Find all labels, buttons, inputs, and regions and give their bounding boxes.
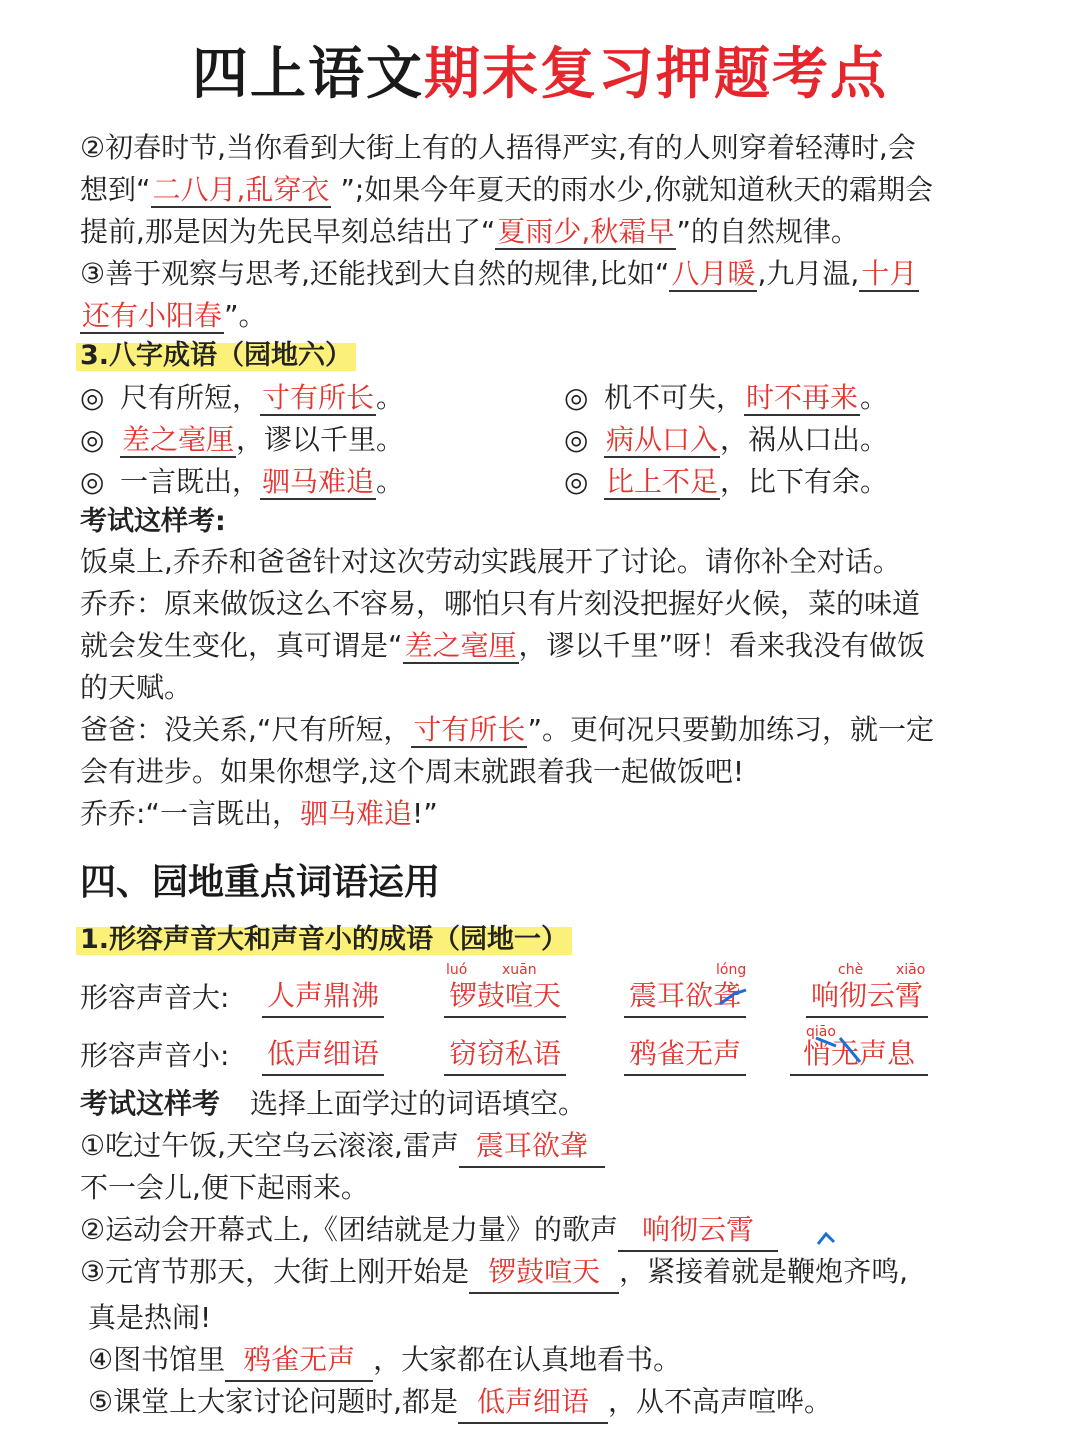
exam-label: 考试这样考: (80, 506, 226, 537)
soft-word: 悄无声息 (790, 1034, 928, 1076)
dialog-line: 乔乔:“一言既出，驷马难追!” (80, 797, 438, 830)
soft-word: 低声细语 (262, 1034, 384, 1076)
loud-label: 形容声音大: (80, 981, 230, 1014)
subheading-eight-char-idioms: 3.八字成语（园地六） (76, 336, 356, 376)
answer-blank: 低声细语 (458, 1382, 608, 1424)
loud-word: 人声鼎沸 (262, 976, 384, 1018)
dialog-line: 乔乔：原来做饭这么不容易，哪怕只有片刻没把握好火候，菜的味道 (80, 587, 921, 620)
blue-correction-mark-icon (716, 982, 752, 1012)
p3-line2: 还有小阳春”。 (82, 299, 267, 332)
idiom-item: ◎ 病从口入，祸从口出。 (564, 420, 888, 460)
answer: 十月 (861, 257, 918, 290)
question-3-cont: 真是热闹! (88, 1301, 212, 1334)
dialog-line: 饭桌上,乔乔和爸爸针对这次劳动实践展开了讨论。请你补全对话。 (80, 545, 901, 578)
answer-blank: 响彻云霄 (618, 1210, 778, 1252)
answer: 驷马难追 (299, 797, 412, 830)
pinyin: qiāo (806, 1024, 836, 1040)
pinyin: xiāo (896, 962, 926, 978)
blue-correction-mark-icon (814, 1228, 838, 1252)
p2-line2: 想到“二八月,乱穿衣 ”;如果今年夏天的雨水少,你就知道秋天的霜期会 (80, 173, 934, 206)
idiom-item: ◎ 差之毫厘，谬以千里。 (80, 420, 404, 460)
answer-blank: 鸦雀无声 (225, 1340, 373, 1382)
section-heading: 四、园地重点词语运用 (80, 862, 441, 903)
dialog-line: 爸爸：没关系,“尺有所短，寸有所长”。更何况只要勤加练习，就一定 (80, 713, 934, 746)
loud-word: 响彻云霄 (806, 976, 928, 1018)
question-1-cont: 不一会儿,便下起雨来。 (80, 1171, 369, 1204)
idiom-item: ◎ 尺有所短，寸有所长。 (80, 378, 404, 418)
answer: 夏雨少,秋霜早 (497, 215, 675, 248)
circle-bullet-icon: ◎ (80, 381, 105, 414)
pinyin: chè (838, 962, 864, 978)
soft-word: 鸦雀无声 (624, 1034, 746, 1076)
circle-bullet-icon: ◎ (564, 423, 589, 456)
p2-line3: 提前,那是因为先民早刻总结出了“夏雨少,秋霜早”的自然规律。 (80, 215, 859, 248)
dialog-line: 的天赋。 (80, 671, 193, 704)
answer-blank: 锣鼓喧天 (469, 1252, 619, 1294)
subheading-sound-idioms: 1.形容声音大和声音小的成语（园地一） (76, 920, 572, 960)
pinyin: xuān (502, 962, 537, 978)
p3-line1: ③善于观察与思考,还能找到大自然的规律,比如“八月暖,九月温,十月 (80, 257, 918, 290)
title-part-red: 期末复习押题考点 (424, 42, 888, 107)
idiom-item: ◎ 一言既出，驷马难追。 (80, 462, 404, 502)
soft-word: 窃窃私语 (444, 1034, 566, 1076)
answer: 还有小阳春 (82, 299, 223, 332)
exam-instruction: 考试这样考 选择上面学过的词语填空。 (80, 1087, 587, 1120)
answer: 寸有所长 (413, 713, 526, 746)
question-2: ②运动会开幕式上,《团结就是力量》的歌声 响彻云霄 (80, 1210, 778, 1252)
blue-correction-mark-icon (810, 1032, 870, 1072)
answer-blank: 震耳欲聋 (459, 1126, 605, 1168)
loud-word: 锣鼓喧天 (444, 976, 566, 1018)
pinyin: luó (446, 962, 468, 978)
answer: 八月暖 (671, 257, 756, 290)
title-part-black: 四上语文 (192, 42, 424, 107)
soft-label: 形容声音小: (80, 1039, 230, 1072)
question-4: ④图书馆里 鸦雀无声 ，大家都在认真地看书。 (88, 1340, 681, 1382)
p2-line1: ②初春时节,当你看到大街上有的人捂得严实,有的人则穿着轻薄时,会 (80, 131, 916, 164)
loud-word: 震耳欲聋 (624, 976, 746, 1018)
circle-bullet-icon: ◎ (80, 423, 105, 456)
circle-bullet-icon: ◎ (564, 465, 589, 498)
question-1: ①吃过午饭,天空乌云滚滚,雷声 震耳欲聋 (80, 1126, 605, 1168)
idiom-item: ◎ 机不可失，时不再来。 (564, 378, 888, 418)
answer: 差之毫厘 (404, 629, 517, 662)
pinyin: lóng (716, 962, 747, 978)
question-3: ③元宵节那天，大街上刚开始是 锣鼓喧天 ，紧接着就是鞭炮齐鸣, (80, 1252, 908, 1294)
circle-bullet-icon: ◎ (80, 465, 105, 498)
dialog-line: 会有进步。如果你想学,这个周末就跟着我一起做饭吧! (80, 755, 745, 788)
idiom-item: ◎ 比上不足，比下有余。 (564, 462, 888, 502)
question-5: ⑤课堂上大家讨论问题时,都是 低声细语 ，从不高声喧哗。 (88, 1382, 832, 1424)
answer: 二八月,乱穿衣 (152, 173, 330, 206)
circle-bullet-icon: ◎ (564, 381, 589, 414)
dialog-line: 就会发生变化，真可谓是“差之毫厘，谬以千里”呀！看来我没有做饭 (80, 629, 926, 662)
page-title (0, 40, 1080, 110)
